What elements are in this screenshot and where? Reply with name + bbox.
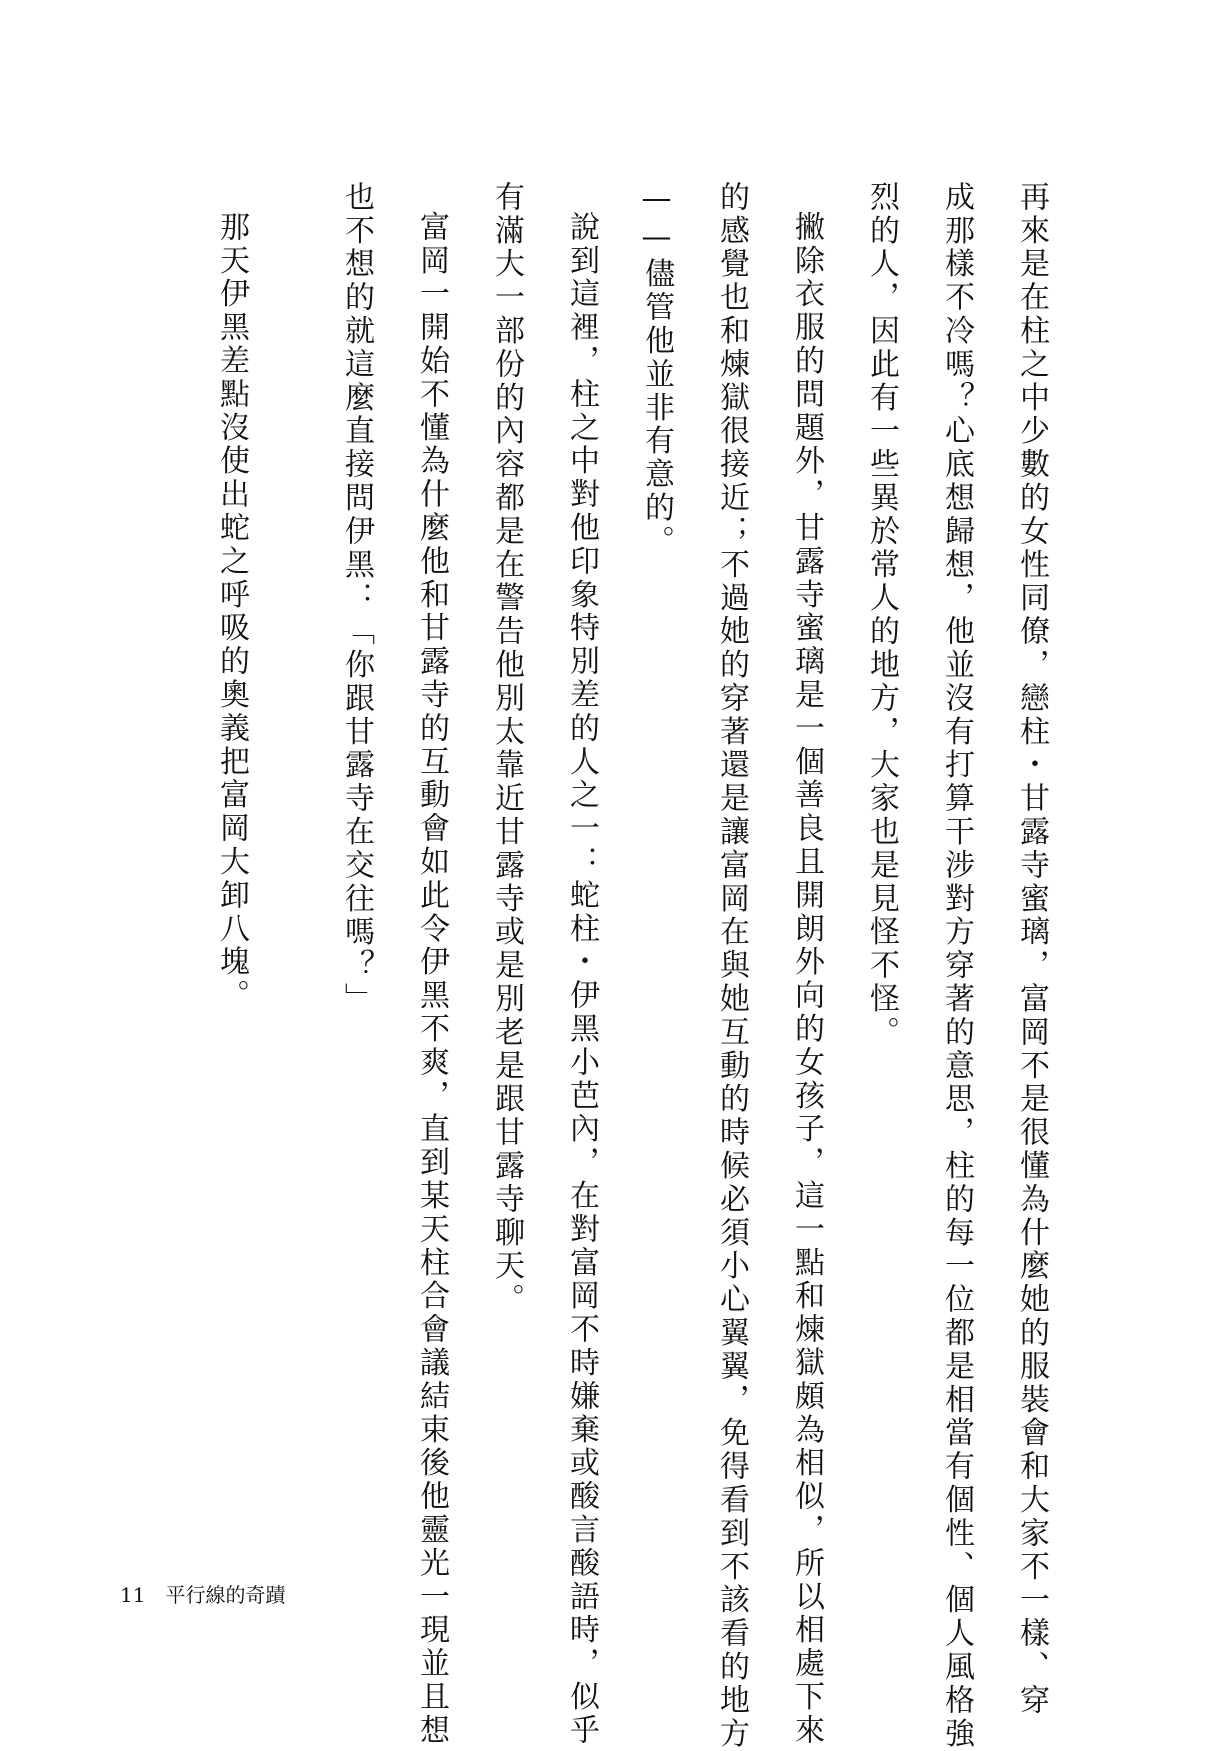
text-column: 的感覺也和煉獄很接近；不過她的穿著還是讓富岡在與她互動的時候必須小心翼翼，免得看到不該看的地方 <box>714 181 749 1751</box>
text-column: 再來是在柱之中少數的女性同僚，戀柱・甘露寺蜜璃，富岡不是很懂為什麼她的服裝會和大家不一樣、穿 <box>1014 181 1049 1718</box>
text-column: 說到這裡，柱之中對他印象特別差的人之一：蛇柱・伊黑小芭內，在對富岡不時嫌棄或酸言酸語時，似乎 <box>564 211 599 1748</box>
text-column: 有滿大一部份的內容都是在警告他別太靠近甘露寺或是別老是跟甘露寺聊天。 <box>489 181 524 1317</box>
text-column: 也不想的就這麼直接問伊黑：「你跟甘露寺在交往嗎？」 <box>339 181 374 1016</box>
text-column: 那天伊黑差點沒使出蛇之呼吸的奧義把富岡大卸八塊。 <box>214 211 249 1013</box>
text-column: 烈的人，因此有一些異於常人的地方，大家也是見怪不怪。 <box>864 181 899 1050</box>
text-column: ——儘管他並非有意的。 <box>639 181 674 559</box>
page-number: 11 <box>120 1583 146 1607</box>
book-title: 平行線的奇蹟 <box>165 1583 286 1607</box>
page-footer <box>120 1583 285 1607</box>
text-column: 成那樣不冷嗎？心底想歸想，他並沒有打算干涉對方穿著的意思，柱的每一位都是相當有個性、個人風格強 <box>939 181 974 1751</box>
text-column: 富岡一開始不懂為什麼他和甘露寺的互動會如此令伊黑不爽，直到某天柱合會議結束後他靈光一現並且想 <box>414 211 449 1748</box>
text-column: 撇除衣服的問題外，甘露寺蜜璃是一個善良且開朗外向的女孩子，這一點和煉獄頗為相似，所以相處下來 <box>789 211 824 1748</box>
